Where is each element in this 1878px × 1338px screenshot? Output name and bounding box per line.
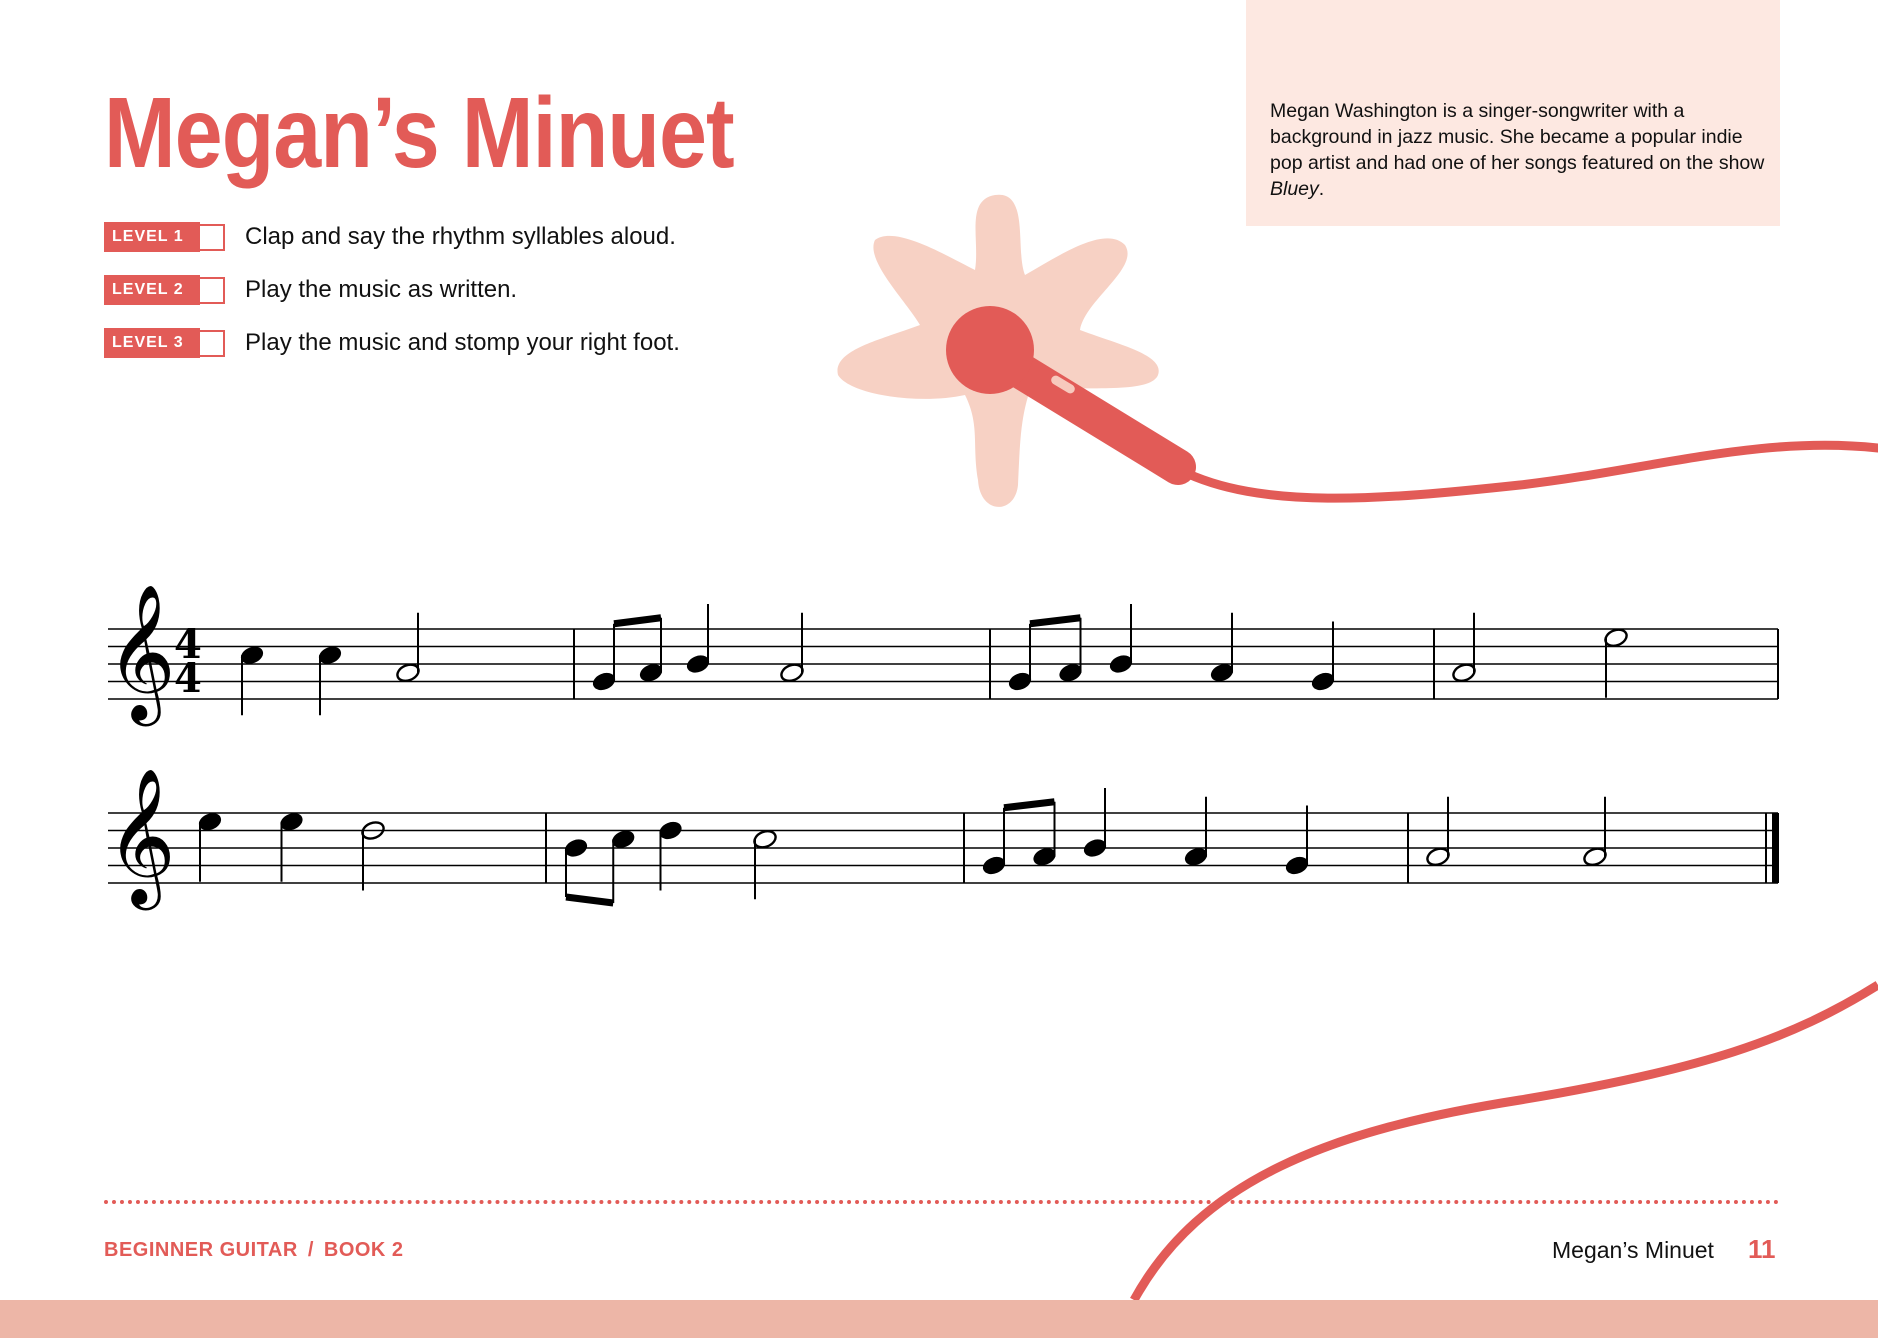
info-box	[1246, 0, 1780, 226]
level-row-2	[104, 275, 517, 305]
microphone-cable	[1180, 445, 1878, 498]
level-2-instruction: Play the music as written.	[245, 276, 518, 303]
page-number: 11	[1748, 1234, 1776, 1264]
level-3-checkbox[interactable]	[198, 330, 225, 357]
staff-notation-2	[0, 784, 1878, 924]
footer-song-title: Megan’s Minuet	[1552, 1237, 1714, 1263]
level-1-checkbox[interactable]	[198, 224, 225, 251]
level-row-3	[104, 328, 680, 358]
level-2-checkbox[interactable]	[198, 277, 225, 304]
note-beam	[566, 897, 613, 903]
note-beam	[1030, 618, 1081, 624]
level-row-1	[104, 222, 676, 252]
final-barline-thick	[1772, 813, 1779, 883]
info-text: Megan Washington is a singer-songwriter with a background in jazz music. She became a popular indie pop artist and had one of her songs featured on the show Bluey.	[1270, 100, 1765, 200]
footer-series: BEGINNER GUITAR / BOOK 2	[104, 1239, 404, 1261]
level-badge-1: LEVEL 1	[104, 222, 200, 252]
level-1-instruction: Clap and say the rhythm syllables aloud.	[245, 223, 676, 250]
staff-notation-1	[0, 600, 1878, 740]
treble-clef-icon: 𝄞	[106, 766, 176, 904]
bottom-band	[0, 1300, 1878, 1338]
treble-clef-icon: 𝄞	[106, 582, 176, 720]
note-beam	[614, 618, 661, 624]
time-signature: 4 4	[174, 621, 202, 702]
microphone-head	[946, 306, 1034, 394]
level-badge-2: LEVEL 2	[104, 275, 200, 305]
note-beam	[1004, 802, 1055, 808]
show-name: Bluey	[1270, 178, 1319, 200]
page-title: Megan’s Minuet	[104, 77, 734, 189]
footer-divider	[104, 1200, 1780, 1204]
level-badge-3: LEVEL 3	[104, 328, 200, 358]
level-3-instruction: Play the music and stomp your right foot.	[245, 329, 680, 356]
